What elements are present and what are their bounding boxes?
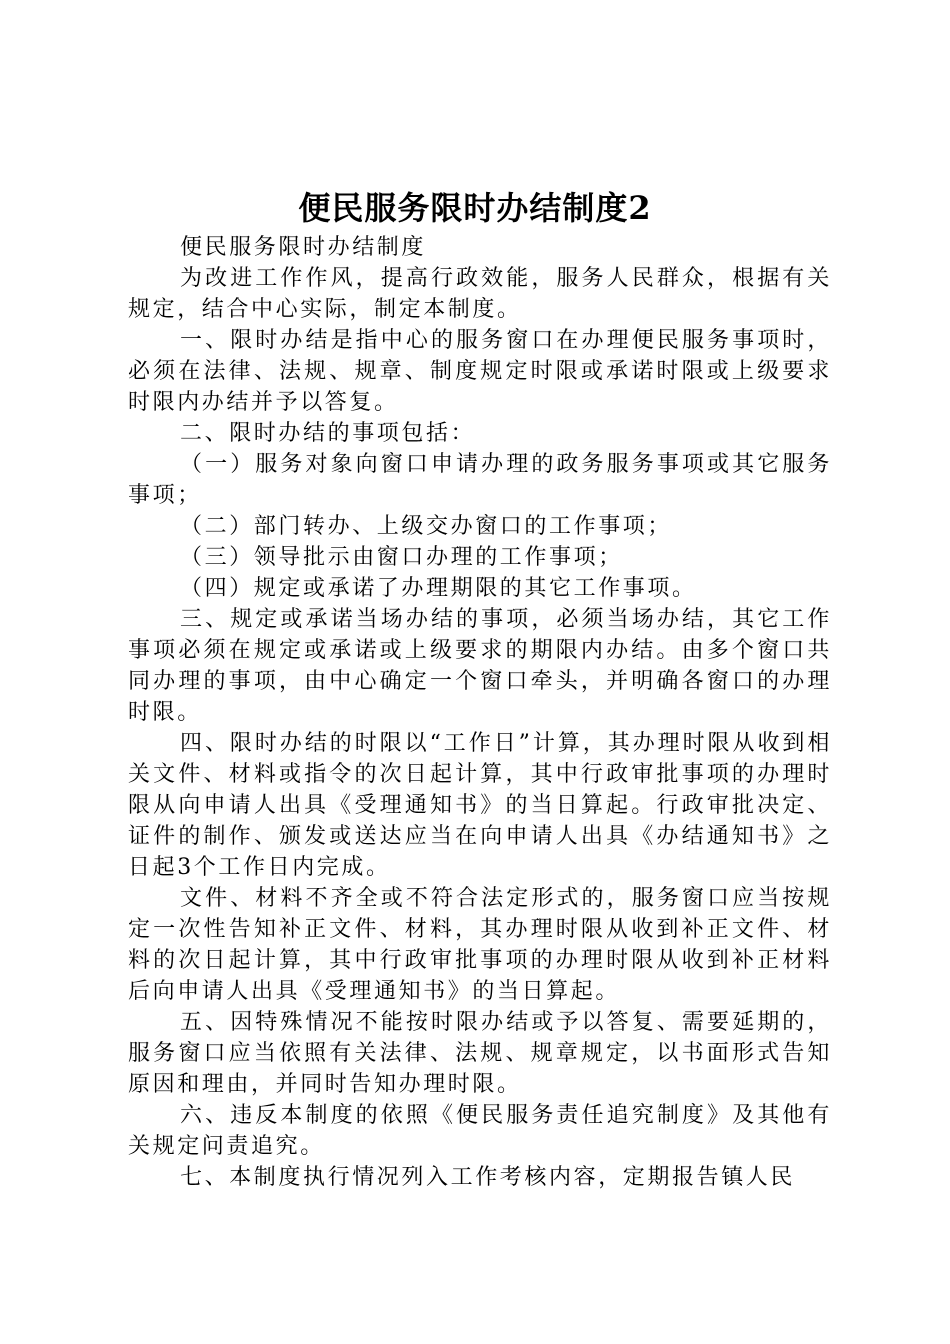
paragraph-subtitle: 便民服务限时办结制度: [180, 235, 427, 260]
paragraph-article-1: 一、限时办结是指中心的服务窗口在办理便民服务事项时，必须在法律、法规、规章、制度规定时限或承诺时限或上级要求时限内办结并予以答复。: [128, 328, 832, 415]
paragraph-article-4: 四、限时办结的时限以“工作日”计算，其办理时限从收到相关文件、材料或指令的次日起计算，其中行政审批事项的办理时限从向申请人出具《受理通知书》的当日算起。行政审批决定、证件的制作、颁发或送达应当在向申请人出具《办结通知书》之日起3个工作日内完成。: [128, 731, 832, 880]
paragraph-article-3: 三、规定或承诺当场办结的事项，必须当场办结，其它工作事项必须在规定或承诺或上级要求的期限内办结。由多个窗口共同办理的事项，由中心确定一个窗口牵头，并明确各窗口的办理时限。: [128, 607, 832, 725]
document-body: [128, 232, 832, 1193]
paragraph-article-5: 五、因特殊情况不能按时限办结或予以答复、需要延期的，服务窗口应当依照有关法律、法规、规章规定，以书面形式告知原因和理由，并同时告知办理时限。: [128, 1010, 832, 1097]
paragraph-intro: 为改进工作作风，提高行政效能，服务人民群众，根据有关规定，结合中心实际，制定本制度。: [128, 266, 832, 322]
paragraph-item-3: （三）领导批示由窗口办理的工作事项；: [180, 545, 623, 570]
paragraph-article-2: 二、限时办结的事项包括：: [180, 421, 476, 446]
paragraph-item-2: （二）部门转办、上级交办窗口的工作事项；: [180, 514, 673, 539]
paragraph-item-4: （四）规定或承诺了办理期限的其它工作事项。: [180, 576, 697, 601]
paragraph-article-6: 六、违反本制度的依照《便民服务责任追究制度》及其他有关规定问责追究。: [128, 1103, 832, 1159]
paragraph-article-4-supplement: 文件、材料不齐全或不符合法定形式的，服务窗口应当按规定一次性告知补正文件、材料，其办理时限从收到补正文件、材料的次日起计算，其中行政审批事项的办理时限从收到补正材料后向申请人出具《受理通知书》的当日算起。: [128, 886, 832, 1004]
paragraph-article-7: 七、本制度执行情况列入工作考核内容，定期报告镇人民: [180, 1165, 796, 1190]
document-title: 便民服务限时办结制度2: [298, 189, 652, 227]
paragraph-item-1: （一）服务对象向窗口申请办理的政务服务事项或其它服务事项；: [128, 452, 832, 508]
